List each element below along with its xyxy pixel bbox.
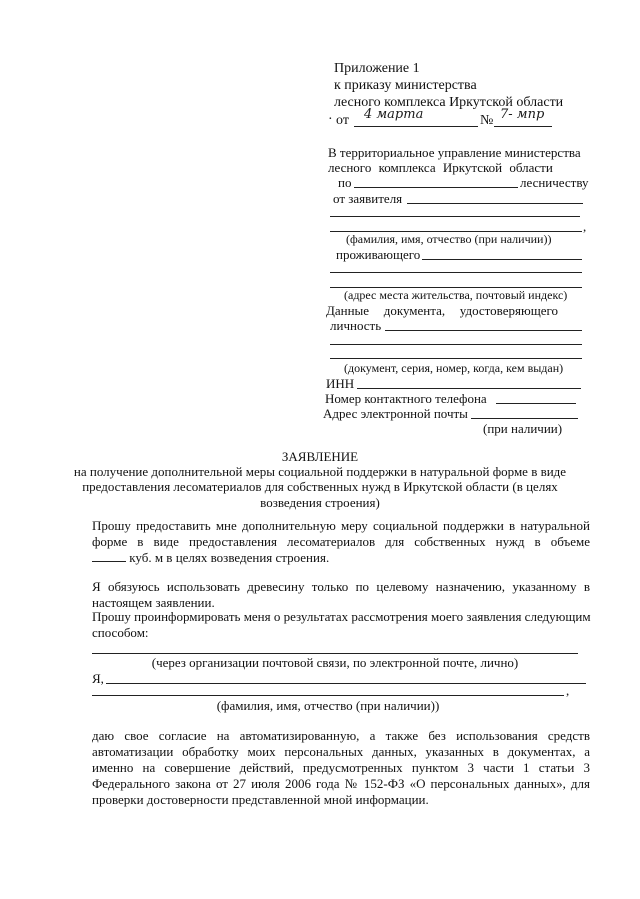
consent-comma: , <box>566 683 570 698</box>
from-applicant-label: от заявителя <box>333 191 403 206</box>
forestry-po-label: по <box>338 175 352 190</box>
consent-fio-hint: (фамилия, имя, отчество (при наличии)) <box>216 698 440 713</box>
applicant-field-2[interactable] <box>330 216 580 217</box>
appendix-line-2: к приказу министерства <box>334 78 477 93</box>
inform-method-field[interactable] <box>92 653 578 654</box>
obligation-line-2: настоящем заявлении. <box>92 595 215 610</box>
title-sub-1: на получение дополнительной меры социальной поддержки в натуральной форме в виде <box>73 464 567 479</box>
request-line-1: Прошу предоставить мне дополнительную меру социальной поддержки в натуральной <box>92 518 590 533</box>
request-line-3: куб. м в целях возведения строения. <box>92 550 590 566</box>
appendix-line-3: лесного комплекса Иркутской области <box>334 95 564 110</box>
date-underline <box>354 126 478 127</box>
address-hint: (адрес места жительства, почтовый индекс) <box>344 288 568 302</box>
fio-hint: (фамилия, имя, отчество (при наличии)) <box>346 232 552 246</box>
inn-field[interactable] <box>357 388 581 389</box>
method-hint: (через организации почтовой связи, по электронной почте, лично) <box>151 655 519 670</box>
doc-line-2: личность <box>330 318 382 333</box>
inform-line-2: способом: <box>92 625 149 640</box>
number-handwritten: 7- мпр <box>500 107 545 122</box>
inn-label: ИНН <box>326 376 355 391</box>
doc-hint: (документ, серия, номер, когда, кем выдан) <box>344 361 564 375</box>
address-field-2[interactable] <box>330 272 582 273</box>
appendix-dot: · <box>328 112 333 127</box>
request-paragraph <box>92 518 590 566</box>
addressee-line-1: В территориальное управление министерства <box>328 145 581 160</box>
document-title: ЗАЯВЛЕНИЕ <box>281 449 359 464</box>
applicant-field-1[interactable] <box>407 203 583 204</box>
address-field-1[interactable] <box>422 259 582 260</box>
residing-label: проживающего <box>336 247 421 262</box>
number-underline <box>494 126 552 127</box>
forestry-field[interactable] <box>354 187 518 188</box>
volume-field[interactable] <box>92 550 126 562</box>
doc-line-1: Данные документа, удостоверяющего <box>326 303 558 318</box>
obligation-line-1: Я обязуюсь использовать древесину только по целевому назначению, указанному в <box>92 579 590 594</box>
date-handwritten: 4 марта <box>364 107 424 122</box>
email-label: Адрес электронной почты <box>323 406 468 421</box>
obligation-paragraph <box>92 579 590 611</box>
consent-line-4: Федерального закона от 27 июля 2006 года № 152-ФЗ «О персональных данных», для <box>92 776 590 791</box>
consent-paragraph <box>92 728 590 808</box>
phone-field[interactable] <box>496 403 576 404</box>
forestry-label: лесничеству <box>520 175 589 190</box>
consent-fio-field-2[interactable] <box>92 695 564 696</box>
phone-label: Номер контактного телефона <box>325 391 487 406</box>
email-if-any: (при наличии) <box>483 421 563 436</box>
doc-field-3[interactable] <box>330 358 582 359</box>
appendix-from-label: от <box>336 113 349 128</box>
title-sub-3: возведения строения) <box>260 495 380 510</box>
consent-line-2: автоматизации обработку моих персональных данных, указанных в документах, а <box>92 744 590 759</box>
doc-field-2[interactable] <box>330 344 582 345</box>
title-sub-2: предоставления лесоматериалов для собственных нужд в Иркутской области (в целях <box>82 479 558 494</box>
ya-label: Я, <box>92 671 104 686</box>
consent-line-5: проверки достоверности представленной мной информации. <box>92 792 429 807</box>
inform-paragraph <box>92 609 590 641</box>
applicant-comma: , <box>583 219 587 234</box>
consent-fio-field-1[interactable] <box>106 683 586 684</box>
addressee-line-2: лесного комплекса Иркутской области <box>328 160 553 175</box>
appendix-line-1: Приложение 1 <box>334 61 420 76</box>
email-field[interactable] <box>471 418 578 419</box>
request-line-2: форме в виде предоставления лесоматериалов для собственных нужд в объеме <box>92 534 590 549</box>
number-label: № <box>480 113 494 128</box>
consent-line-1: даю свое согласие на автоматизированную, а также без использования средств <box>92 728 590 743</box>
inform-line-1: Прошу проинформировать меня о результатах рассмотрения моего заявления следующим <box>92 609 591 624</box>
consent-line-3: именно на совершение действий, предусмотренных пунктом 3 части 1 статьи 3 <box>92 760 590 775</box>
doc-field-1[interactable] <box>385 330 582 331</box>
